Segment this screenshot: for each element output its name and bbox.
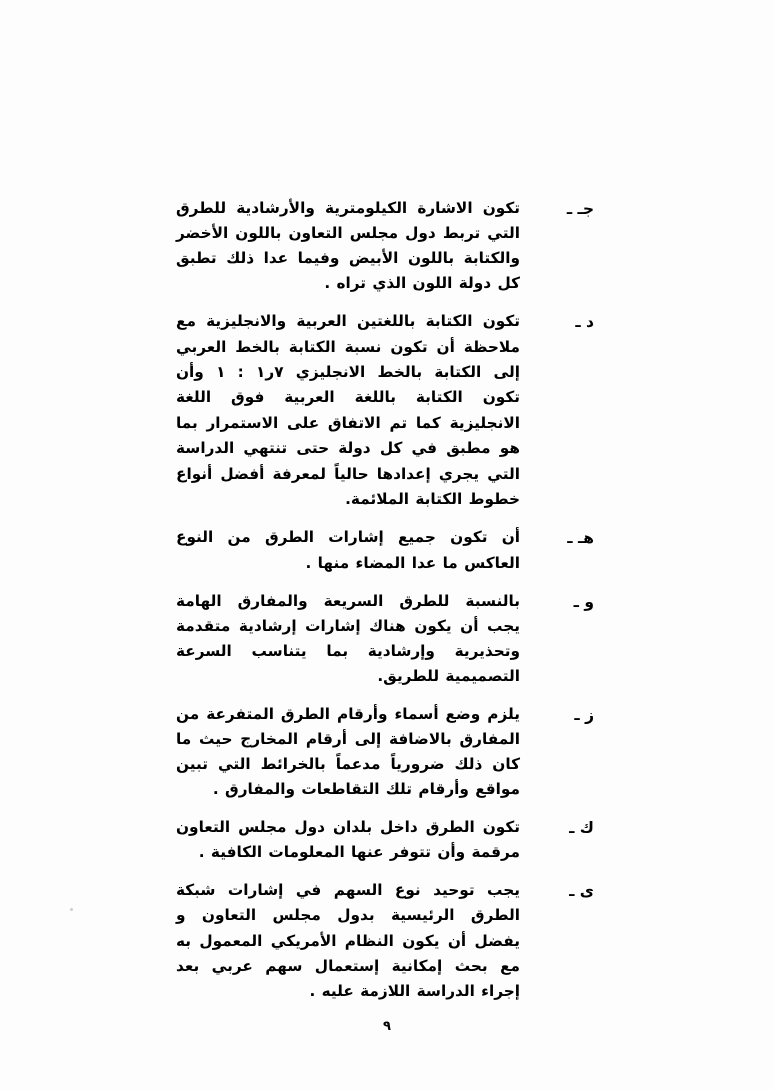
list-item-marker: ز ـ [574, 705, 594, 724]
list-item [176, 878, 594, 1003]
list-item-text: تكون الكتابة باللغتين العربية والانجليزية مع ملاحظة أن تكون نسبة الكتابة بالخط العربي إلى الكتابة بالخط الانجليزي ٧ر١ : ١ وأن تكون الكتابة باللغة العربية فوق اللغة الانجليزية كما تم الاتفاق على الاستمرار بما هو مطبق في كل دولة حتى تنتهي الدراسة التي يجري إعدادها حالياً لمعرفة أفضل أنواع خطوط الكتابة الملائمة. [176, 312, 520, 509]
list-item-marker: جـ ـ [566, 200, 594, 218]
list-item [176, 589, 594, 689]
scan-speck [70, 908, 73, 911]
list-item-text: أن تكون جميع إشارات الطرق من النوع العاكس ما عدا المضاء منها . [176, 528, 520, 572]
list-item-marker: ك ـ [569, 819, 594, 838]
document-body [176, 196, 594, 1017]
list-item [176, 309, 594, 512]
list-item-marker: ى ـ [569, 882, 594, 901]
page-number: ٩ [383, 1019, 391, 1034]
list-item [176, 702, 594, 802]
list-item [176, 525, 594, 575]
list-item-text: تكون الاشارة الكيلومترية والأرشادية للطرق التي تربط دول مجلس التعاون باللون الأخضر والكتابة باللون الأبيض وفيما عدا ذلك تطبق كل دولة اللون الذي تراه . [176, 199, 520, 293]
list-item [176, 196, 594, 296]
list-item-text: يجب توحيد نوع السهم في إشارات شبكة الطرق الرئيسية بدول مجلس التعاون و يفضل أن يكون النظام الأمريكي المعمول به مع بحث إمكانية إستعمال سهم عربي بعد إجراء الدراسة اللازمة عليه . [176, 881, 520, 1000]
list-item [176, 815, 594, 865]
list-item-marker: و ـ [573, 592, 594, 611]
list-item-marker: هـ ـ [567, 529, 594, 548]
list-item-text: يلزم وضع أسماء وأرقام الطرق المتفرعة من المفارق بالاضافة إلى أرقام المخارج حيث ما كان ذلك ضرورياً مدعماً بالخرائط التي تبين مواقع وأرقام تلك التقاطعات والمفارق . [176, 704, 520, 799]
list-item-text: تكون الطرق داخل بلدان دول مجلس التعاون مرقمة وأن تتوفر عنها المعلومات الكافية . [176, 818, 520, 862]
list-item-marker: د ـ [575, 313, 594, 332]
list-item-text: بالنسبة للطرق السريعة والمفارق الهامة يجب أن يكون هناك إشارات إرشادية متقدمة وتحذيرية وإرشادية بما يتناسب السرعة التصميمية للطريق. [176, 591, 520, 685]
